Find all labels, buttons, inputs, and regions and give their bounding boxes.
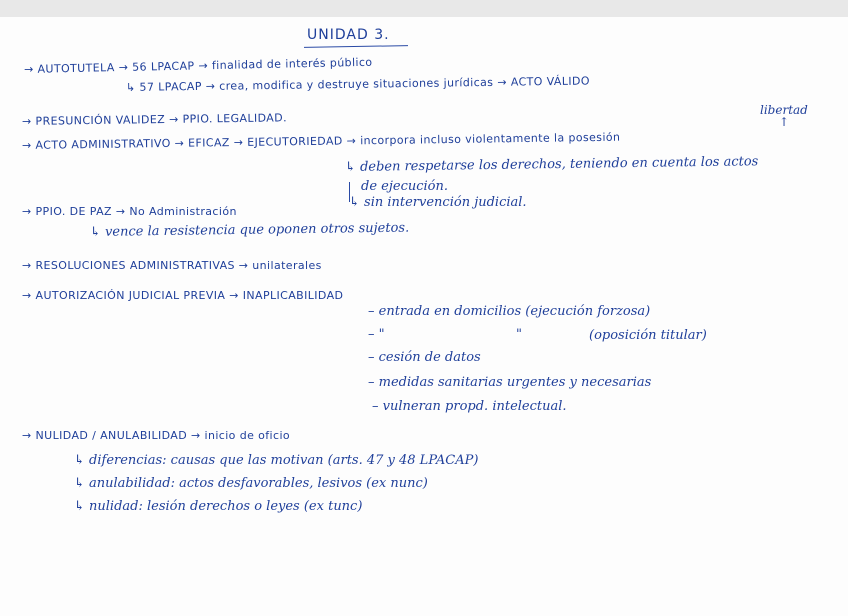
- scan-top-edge: [0, 0, 848, 17]
- page-title: UNIDAD 3.: [307, 27, 390, 43]
- note-ejecucion: de ejecución.: [361, 179, 448, 194]
- item-vulneran: – vulneran propd. intelectual.: [372, 399, 567, 414]
- note-lpacap-57: ↳ 57 LPACAP → crea, modifica y destruye situaciones jurídicas → ACTO VÁLIDO: [125, 74, 591, 94]
- note-ppio-paz: → PPIO. DE PAZ → No Administración: [22, 205, 237, 218]
- note-libertad: libertad: [760, 103, 808, 117]
- item-ditto-1: – ": [368, 327, 385, 342]
- note-autorizacion: → AUTORIZACIÓN JUDICIAL PREVIA → INAPLICABILIDAD: [22, 289, 344, 302]
- item-entrada: – entrada en domicilios (ejecución forzosa): [368, 304, 651, 319]
- item-medidas: – medidas sanitarias urgentes y necesarias: [368, 375, 652, 390]
- note-acto-administrativo: → ACTO ADMINISTRATIVO → EFICAZ → EJECUTORIEDAD → incorpora incluso violentamente la posesión: [21, 130, 621, 152]
- item-oposicion: (oposición titular): [589, 328, 707, 343]
- item-cesion: – cesión de datos: [368, 350, 481, 365]
- note-resoluciones: → RESOLUCIONES ADMINISTRATIVAS → unilaterales: [22, 259, 322, 272]
- note-sin-intervencion: ↳ sin intervención judicial.: [349, 195, 527, 210]
- item-ditto-2: ": [516, 327, 522, 342]
- note-autotutela: → AUTOTUTELA → 56 LPACAP → finalidad de interés público: [23, 55, 373, 76]
- note-vence: ↳ vence la resistencia que oponen otros sujetos.: [89, 220, 410, 240]
- libertad-arrow-icon: ↑: [779, 115, 790, 129]
- note-nulidad-lesion: ↳ nulidad: lesión derechos o leyes (ex tunc): [74, 499, 363, 514]
- note-presuncion: → PRESUNCIÓN VALIDEZ → PPIO. LEGALIDAD.: [21, 111, 288, 128]
- note-nulidad: → NULIDAD / ANULABILIDAD → inicio de oficio: [22, 429, 291, 442]
- note-respetarse: ↳ deben respetarse los derechos, teniendo en cuenta los actos: [344, 154, 759, 175]
- title-underline: [304, 45, 408, 48]
- note-anulabilidad: ↳ anulabilidad: actos desfavorables, lesivos (ex nunc): [74, 476, 428, 491]
- note-diferencias: ↳ diferencias: causas que las motivan (arts. 47 y 48 LPACAP): [74, 453, 479, 468]
